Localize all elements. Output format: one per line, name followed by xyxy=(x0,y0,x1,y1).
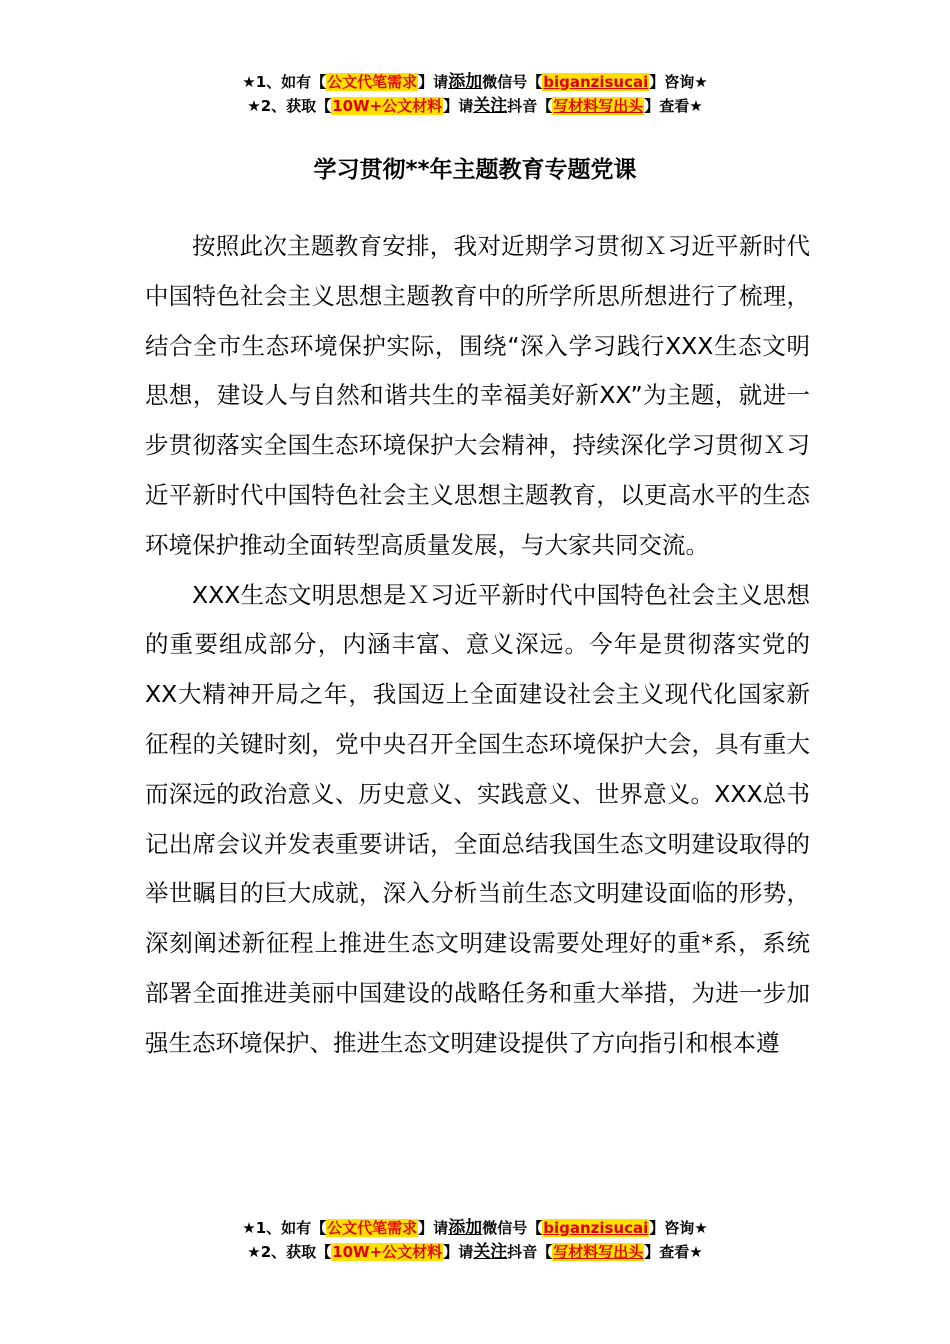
banner-line-2-mid1: 】请 xyxy=(443,97,474,115)
paragraph-1: 按照此次主题教育安排，我对近期学习贯彻Ｘ习近平新时代中国特色社会主义思想主题教育中的所学所思所想进行了梳理，结合全市生态环境保护实际，围绕“深入学习践行XXX生态文明思想，建设人与自然和谐共生的幸福美好新XX”为主题，就进一步贯彻落实全国生态环境保护大会精神，持续深化学习贯彻Ｘ习近平新时代中国特色社会主义思想主题教育，以更高水平的生态环境保护推动全面转型高质量发展，与大家共同交流。 xyxy=(145,232,810,559)
footer-line-1-emph: 添加 xyxy=(448,1218,483,1238)
paragraph-2: XXX生态文明思想是Ｘ习近平新时代中国特色社会主义思想的重要组成部分，内涵丰富、意义深远。今年是贯彻落实党的XX大精神开局之年，我国迈上全面建设社会主义现代化国家新征程的关键时刻，党中央召开全国生态环境保护大会，具有重大而深远的政治意义、历史意义、实践意义、世界意义。XXX总书记出席会议并发表重要讲话，全面总结我国生态文明建设取得的举世瞩目的巨大成就，深入分析当前生态文明建设面临的形势，深刻阐述新征程上推进生态文明建设需要处理好的重*系，系统部署全面推进美丽中国建设的战略任务和重大举措，为进一步加强生态环境保护、推进生态文明建设提供了方向指引和根本遵 xyxy=(145,580,810,1057)
banner-line-1 xyxy=(0,70,950,94)
banner-line-1-suffix: 】咨询★ xyxy=(649,73,708,91)
footer-banner xyxy=(0,1216,950,1264)
banner-line-1-mid2: 微信号【 xyxy=(482,73,543,91)
banner-line-2-id: 写材料写出头 xyxy=(553,97,644,115)
banner-line-1-emph: 添加 xyxy=(448,72,483,92)
header-banner xyxy=(0,70,950,118)
footer-line-1-suffix: 】咨询★ xyxy=(649,1219,708,1237)
banner-line-1-highlight: 公文代笔需求 xyxy=(327,73,418,91)
banner-line-2-prefix: ★2、获取【 xyxy=(247,97,332,115)
footer-line-2-mid2: 抖音【 xyxy=(507,1243,553,1261)
banner-line-1-id: biganzisucai xyxy=(543,73,649,91)
footer-line-2-id: 写材料写出头 xyxy=(553,1243,644,1261)
banner-line-1-mid1: 】请 xyxy=(418,73,449,91)
footer-line-1-id: biganzisucai xyxy=(543,1219,649,1237)
banner-line-2-suffix: 】查看★ xyxy=(644,97,703,115)
footer-line-2-highlight: 10W+公文材料 xyxy=(332,1243,443,1261)
document-title: 学习贯彻**年主题教育专题党课 xyxy=(313,157,637,183)
footer-line-1 xyxy=(0,1216,950,1240)
banner-line-1-prefix: ★1、如有【 xyxy=(242,73,327,91)
document-body xyxy=(145,222,810,1069)
footer-line-1-highlight: 公文代笔需求 xyxy=(327,1219,418,1237)
footer-line-1-mid1: 】请 xyxy=(418,1219,449,1237)
banner-line-2 xyxy=(0,94,950,118)
footer-line-1-mid2: 微信号【 xyxy=(482,1219,543,1237)
footer-line-2-mid1: 】请 xyxy=(443,1243,474,1261)
footer-line-2-prefix: ★2、获取【 xyxy=(247,1243,332,1261)
footer-line-2 xyxy=(0,1240,950,1264)
banner-line-2-emph: 关注 xyxy=(473,96,508,116)
footer-line-2-emph: 关注 xyxy=(473,1242,508,1262)
banner-line-2-mid2: 抖音【 xyxy=(507,97,553,115)
banner-line-2-highlight: 10W+公文材料 xyxy=(332,97,443,115)
footer-line-2-suffix: 】查看★ xyxy=(644,1243,703,1261)
footer-line-1-prefix: ★1、如有【 xyxy=(242,1219,327,1237)
